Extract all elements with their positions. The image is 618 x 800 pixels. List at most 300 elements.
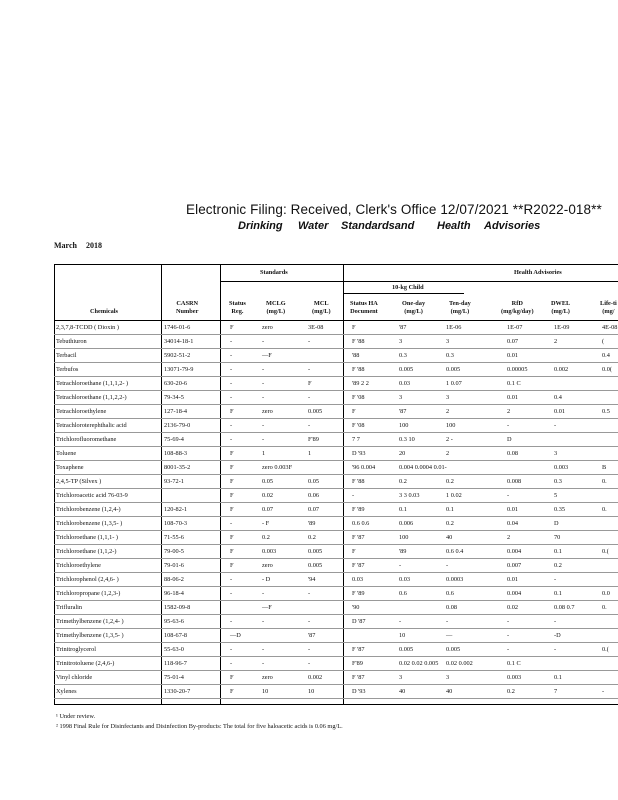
- table-cell: -: [262, 422, 265, 429]
- table-cell: '94: [308, 576, 316, 583]
- table-cell: - F: [262, 520, 270, 527]
- casrn-header: CASRN Number: [176, 300, 199, 315]
- table-cell: 0.3: [399, 352, 407, 359]
- table-cell: -: [230, 646, 233, 653]
- table-cell: -: [507, 422, 510, 429]
- row-separator: [54, 628, 618, 629]
- table-cell: -: [262, 590, 265, 597]
- row-separator: [54, 600, 618, 601]
- table-cell: 0.08 0.7: [554, 604, 575, 611]
- table-cell: 3: [554, 450, 558, 457]
- table-cell: F'89: [308, 436, 319, 443]
- table-cell: 0.1: [554, 674, 562, 681]
- table-cell: 40: [446, 688, 453, 695]
- rfd-header: RfD (mg/kg/day): [501, 300, 534, 315]
- table-cell: '87: [399, 408, 407, 415]
- table-cell: -: [308, 394, 311, 401]
- table-cell: 0.03: [352, 576, 364, 583]
- table-cell: 0.007: [507, 562, 522, 569]
- chemical-name-cell: Tetrachloroethane (1,1,1,2- ): [56, 380, 129, 387]
- table-cell: zero 0.003F: [262, 464, 293, 471]
- table-cell: 79-01-6: [164, 562, 184, 569]
- row-separator: [54, 544, 618, 545]
- table-cell: 0.01: [507, 394, 519, 401]
- table-cell: F: [230, 674, 234, 681]
- table-cell: 108-70-3: [164, 520, 188, 527]
- health-advisories-header: Health Advisories: [514, 269, 562, 276]
- table-cell: '89: [308, 520, 316, 527]
- ten-day-header: Ten-day (mg/L): [449, 300, 471, 315]
- table-cell: D: [507, 436, 512, 443]
- table-cell: —F: [262, 604, 272, 611]
- table-cell: 0.03: [399, 380, 411, 387]
- table-cell: F: [230, 408, 234, 415]
- row-separator: [54, 502, 618, 503]
- table-cell: -: [399, 562, 402, 569]
- table-cell: 0.005: [399, 646, 414, 653]
- table-cell: 0.3: [446, 352, 454, 359]
- table-cell: 0.08: [446, 604, 458, 611]
- table-cell: -: [230, 338, 233, 345]
- table-cell: 0.005: [446, 366, 461, 373]
- table-cell: 1: [308, 450, 312, 457]
- mcl-header: MCL (mg/L): [312, 300, 331, 315]
- table-cell: zero: [262, 324, 273, 331]
- table-cell: 40: [399, 688, 406, 695]
- table-cell: (: [602, 338, 605, 345]
- lifetime-header: Life-ti (mg/: [600, 300, 617, 315]
- table-cell: -: [308, 590, 311, 597]
- table-cell: 0.6 0.6: [352, 520, 370, 527]
- table-cell: 0.2: [507, 688, 515, 695]
- table-cell: F: [230, 478, 234, 485]
- table-cell: 0.002: [554, 366, 569, 373]
- one-day-header: One-day (mg/L): [402, 300, 426, 315]
- table-cell: 2: [446, 450, 450, 457]
- table-cell: F: [230, 450, 234, 457]
- table-cell: 127-18-4: [164, 408, 188, 415]
- chemical-name-cell: Tetrachloroterephthalic acid: [56, 422, 127, 429]
- table-cell: 630-20-6: [164, 380, 188, 387]
- table-cell: F: [352, 548, 356, 555]
- chemical-name-cell: Tetrachloroethane (1,1,2,2-): [56, 394, 127, 401]
- row-separator: [54, 488, 618, 489]
- table-cell: '90: [352, 604, 360, 611]
- table-cell: -: [230, 590, 233, 597]
- table-cell: 0.00005: [507, 366, 528, 373]
- table-cell: -D: [554, 632, 561, 639]
- date-year: 2018: [86, 241, 102, 250]
- table-cell: F: [352, 408, 356, 415]
- row-separator: [54, 586, 618, 587]
- row-separator: [54, 530, 618, 531]
- table-cell: 0.01: [507, 506, 519, 513]
- table-cell: 1: [262, 450, 266, 457]
- table-cell: 0.004: [507, 548, 522, 555]
- table-cell: 71-55-6: [164, 534, 184, 541]
- table-cell: 96-18-4: [164, 590, 184, 597]
- table-cell: 2 -: [446, 436, 453, 443]
- table-cell: - D: [262, 576, 271, 583]
- table-cell: 0.(: [602, 548, 609, 555]
- table-cell: F: [230, 506, 234, 513]
- row-separator: [54, 558, 618, 559]
- table-cell: 0.2: [399, 478, 407, 485]
- table-cell: 0.5: [602, 408, 610, 415]
- title-word-advisories: Advisories: [484, 220, 541, 232]
- table-cell: -: [308, 366, 311, 373]
- table-cell: F: [230, 548, 234, 555]
- table-cell: 3 3 0.03: [399, 492, 420, 499]
- table-cell: 0.35: [554, 506, 566, 513]
- table-cell: 1746-01-6: [164, 324, 191, 331]
- table-cell: 5902-51-2: [164, 352, 191, 359]
- table-cell: 0.: [602, 506, 607, 513]
- chemical-name-cell: 2,4,5-TP (Silvex ): [56, 478, 102, 485]
- chemical-name-cell: Trinitrotoluene (2,4,6-): [56, 660, 115, 667]
- table-cell: 0.01: [507, 352, 519, 359]
- chemical-name-cell: Trichloropropane (1,2,3-): [56, 590, 121, 597]
- row-separator: [54, 670, 618, 671]
- table-cell: 4E-08: [602, 324, 618, 331]
- chemical-name-cell: Trichloroethylene: [56, 562, 101, 569]
- table-cell: zero: [262, 408, 273, 415]
- table-cell: F '08: [352, 422, 365, 429]
- table-cell: 0.008: [507, 478, 522, 485]
- table-cell: 34014-18-1: [164, 338, 194, 345]
- table-cell: 1E-06: [446, 324, 462, 331]
- title-word-drinking: Drinking: [238, 220, 283, 232]
- table-cell: 10: [262, 688, 269, 695]
- table-cell: 7 7: [352, 436, 360, 443]
- chemicals-header: Chemicals: [90, 308, 118, 315]
- table-cell: 3: [446, 394, 450, 401]
- table-cell: F: [230, 492, 234, 499]
- table-cell: -: [554, 618, 557, 625]
- footnote-1: ¹ Under review.: [56, 713, 96, 720]
- chemical-name-cell: Trichlorophenol (2,4,6- ): [56, 576, 119, 583]
- mclg-header: MCLG (mg/L): [266, 300, 286, 315]
- table-cell: F '87: [352, 674, 365, 681]
- table-cell: F: [230, 688, 234, 695]
- row-separator: [54, 642, 618, 643]
- table-cell: 55-63-0: [164, 646, 184, 653]
- row-separator: [54, 390, 618, 391]
- table-cell: 0.05: [262, 478, 274, 485]
- table-cell: zero: [262, 674, 273, 681]
- table-cell: -: [262, 660, 265, 667]
- table-cell: D: [554, 520, 559, 527]
- table-cell: F'89: [352, 660, 363, 667]
- row-separator: [54, 432, 618, 433]
- table-cell: 0.1: [399, 506, 407, 513]
- row-separator: [54, 656, 618, 657]
- table-cell: 0.2: [554, 562, 562, 569]
- table-cell: 0.003: [262, 548, 277, 555]
- table-cell: -: [308, 660, 311, 667]
- table-cell: 100: [399, 422, 409, 429]
- table-cell: -: [262, 338, 265, 345]
- table-cell: -: [230, 366, 233, 373]
- table-cell: '89: [399, 548, 407, 555]
- table-cell: -: [446, 562, 449, 569]
- table-cell: F: [230, 562, 234, 569]
- table-cell: -: [399, 618, 402, 625]
- table-cell: -: [230, 436, 233, 443]
- clerk-filing-stamp: Electronic Filing: Received, Clerk's Office 12/07/2021 **R2022-018**: [186, 202, 602, 217]
- chemical-name-cell: Trichloroacetic acid 76-03-9: [56, 492, 128, 499]
- table-cell: -: [352, 492, 355, 499]
- chemical-name-cell: Trichloroethane (1,1,2-): [56, 548, 117, 555]
- table-cell: 2136-79-0: [164, 422, 191, 429]
- table-cell: 120-82-1: [164, 506, 188, 513]
- table-cell: 100: [446, 422, 456, 429]
- table-cell: 70: [554, 534, 561, 541]
- table-cell: -: [507, 646, 510, 653]
- table-cell: '89 2 2: [352, 380, 369, 387]
- table-cell: -: [262, 380, 265, 387]
- table-cell: 0.003: [507, 674, 522, 681]
- row-separator: [54, 404, 618, 405]
- table-cell: -: [308, 338, 311, 345]
- table-cell: F '89: [352, 506, 365, 513]
- table-cell: F '88: [352, 338, 365, 345]
- table-cell: 3: [446, 674, 450, 681]
- table-cell: 0.0(: [602, 366, 612, 373]
- table-cell: 10: [399, 632, 406, 639]
- table-cell: 0.01: [554, 408, 566, 415]
- table-cell: -: [308, 646, 311, 653]
- table-cell: 0.6 0.4: [446, 548, 464, 555]
- table-cell: 3: [399, 338, 403, 345]
- table-cell: 0.07: [262, 506, 274, 513]
- table-cell: 93-72-1: [164, 478, 184, 485]
- chemical-name-cell: Trinitroglycerol: [56, 646, 96, 653]
- table-cell: -: [230, 352, 233, 359]
- table-cell: F '87: [352, 646, 365, 653]
- table-cell: -: [230, 422, 233, 429]
- table-cell: 0.6: [446, 590, 454, 597]
- table-cell: -: [230, 520, 233, 527]
- table-cell: 3: [399, 394, 403, 401]
- table-cell: 88-06-2: [164, 576, 184, 583]
- title-word-health: Health: [437, 220, 471, 232]
- row-separator: [54, 698, 618, 699]
- table-cell: 79-34-5: [164, 394, 184, 401]
- table-cell: 0.02 0.002: [446, 660, 473, 667]
- table-cell: 118-96-7: [164, 660, 187, 667]
- table-cell: -: [554, 646, 557, 653]
- table-cell: F '88: [352, 478, 365, 485]
- table-cell: 2: [507, 534, 511, 541]
- table-cell: 0.08: [507, 450, 519, 457]
- row-separator: [54, 516, 618, 517]
- table-cell: 0.004 0.0004 0.01-: [399, 464, 447, 471]
- table-cell: 13071-79-9: [164, 366, 194, 373]
- table-cell: 20: [399, 450, 406, 457]
- table-cell: 0.2: [446, 520, 454, 527]
- table-cell: -: [602, 688, 605, 695]
- table-cell: 0.0: [602, 590, 610, 597]
- table-cell: 0.2: [446, 478, 454, 485]
- table-cell: 0.07: [507, 338, 519, 345]
- chemical-name-cell: Tebuthiuron: [56, 338, 87, 345]
- table-cell: 2: [446, 408, 450, 415]
- status-reg-header: Status Reg.: [229, 300, 246, 315]
- table-cell: -: [262, 618, 265, 625]
- table-cell: 75-01-4: [164, 674, 184, 681]
- table-cell: F: [230, 464, 234, 471]
- table-cell: 0.1: [554, 548, 562, 555]
- table-cell: -: [230, 380, 233, 387]
- chemical-name-cell: Vinyl chloride: [56, 674, 93, 681]
- chemical-name-cell: Trichloroethane (1,1,1- ): [56, 534, 119, 541]
- table-cell: 0.3: [554, 478, 562, 485]
- table-cell: 108-67-8: [164, 632, 188, 639]
- chemical-name-cell: Trichlorofluoromethane: [56, 436, 117, 443]
- table-cell: D '93: [352, 688, 366, 695]
- table-cell: -: [308, 422, 311, 429]
- status-ha-header: Status HA Document: [350, 300, 378, 315]
- table-cell: 0.002: [308, 674, 323, 681]
- chemical-name-cell: Trifluralin: [56, 604, 83, 611]
- table-cell: 0.005: [308, 408, 323, 415]
- table-cell: 0.02: [262, 492, 274, 499]
- table-cell: 0.005: [446, 646, 461, 653]
- title-word-water: Water: [298, 220, 329, 232]
- table-cell: '87: [308, 632, 316, 639]
- table-cell: 3: [446, 338, 450, 345]
- table-cell: —D: [230, 632, 241, 639]
- date-month: March: [54, 241, 77, 250]
- table-cell: -: [230, 660, 233, 667]
- table-cell: 75-69-4: [164, 436, 184, 443]
- table-cell: 1E-07: [507, 324, 523, 331]
- child-header: 10-kg Child: [392, 284, 424, 291]
- table-cell: 0.005: [308, 562, 323, 569]
- table-cell: 0.0003: [446, 576, 464, 583]
- table-cell: -: [308, 618, 311, 625]
- table-cell: 1582-09-8: [164, 604, 191, 611]
- chemical-name-cell: Trimethylbenzene (1,3,5- ): [56, 632, 124, 639]
- table-cell: F '87: [352, 562, 365, 569]
- table-cell: 0.4: [602, 352, 610, 359]
- table-cell: 0.03: [399, 576, 411, 583]
- table-cell: 0.01: [507, 576, 519, 583]
- table-cell: 0.06: [308, 492, 320, 499]
- table-cell: 95-63-6: [164, 618, 184, 625]
- table-cell: F '87: [352, 534, 365, 541]
- table-cell: 1E-09: [554, 324, 570, 331]
- table-cell: B: [602, 464, 607, 471]
- table-cell: 0.: [602, 478, 607, 485]
- table-cell: 0.1 C: [507, 380, 521, 387]
- table-cell: -: [262, 366, 265, 373]
- row-separator: [54, 334, 618, 335]
- row-separator: [54, 418, 618, 419]
- table-cell: 1 0.07: [446, 380, 462, 387]
- table-cell: 0.2: [262, 534, 270, 541]
- table-cell: 0.04: [507, 520, 519, 527]
- table-cell: F '89: [352, 590, 365, 597]
- table-cell: 100: [399, 534, 409, 541]
- row-separator: [54, 460, 618, 461]
- table-cell: 40: [446, 534, 453, 541]
- row-separator: [54, 572, 618, 573]
- table-cell: 0.2: [308, 534, 316, 541]
- table-cell: 0.005: [399, 366, 414, 373]
- table-cell: 0.1: [446, 506, 454, 513]
- table-cell: 1 0.02: [446, 492, 462, 499]
- table-cell: F: [308, 380, 312, 387]
- footnote-2: ² 1998 Final Rule for Disinfectants and Disinfection By-products: The total for five haloacetic acids is 0.06 mg/L.: [56, 723, 343, 730]
- table-cell: 2: [554, 338, 558, 345]
- table-cell: -: [554, 576, 557, 583]
- row-separator: [54, 348, 618, 349]
- table-cell: F '08: [352, 394, 365, 401]
- table-cell: 0.003: [554, 464, 569, 471]
- chemical-name-cell: Terbacil: [56, 352, 77, 359]
- title-word-standards: Standardsand: [341, 220, 415, 232]
- table-cell: zero: [262, 562, 273, 569]
- table-cell: 0.006: [399, 520, 414, 527]
- table-cell: -: [446, 618, 449, 625]
- table-cell: 108-88-3: [164, 450, 188, 457]
- table-cell: 10: [308, 688, 315, 695]
- table-cell: -: [507, 632, 510, 639]
- standards-advisories-table: [54, 264, 618, 704]
- table-cell: —F: [262, 352, 272, 359]
- table-cell: 8001-35-2: [164, 464, 191, 471]
- table-cell: -: [507, 492, 510, 499]
- table-cell: 0.05: [308, 478, 320, 485]
- table-cell: 0.6: [399, 590, 407, 597]
- table-cell: -: [230, 618, 233, 625]
- table-cell: 0.1 C: [507, 660, 521, 667]
- table-cell: F: [230, 534, 234, 541]
- table-cell: F '88: [352, 366, 365, 373]
- table-cell: D '87: [352, 618, 366, 625]
- table-cell: '87: [399, 324, 407, 331]
- table-cell: 79-00-5: [164, 548, 184, 555]
- chemical-name-cell: Xylenes: [56, 688, 77, 695]
- table-cell: 0.07: [308, 506, 320, 513]
- table-cell: -: [554, 422, 557, 429]
- table-cell: F: [352, 324, 356, 331]
- chemical-name-cell: Toxaphene: [56, 464, 84, 471]
- chemical-name-cell: Toluene: [56, 450, 77, 457]
- row-separator: [54, 376, 618, 377]
- table-cell: '88: [352, 352, 360, 359]
- table-cell: 0.4: [554, 394, 562, 401]
- table-cell: 0.02: [507, 604, 519, 611]
- row-separator: [54, 684, 618, 685]
- table-cell: 5: [554, 492, 558, 499]
- table-cell: 7: [554, 688, 558, 695]
- dwel-header: DWEL (mg/L): [551, 300, 571, 315]
- table-cell: -: [230, 394, 233, 401]
- chemical-name-cell: 2,3,7,8-TCDD ( Dioxin ): [56, 324, 119, 331]
- table-cell: 0.: [602, 604, 607, 611]
- table-cell: 2: [507, 408, 511, 415]
- table-cell: -: [230, 576, 233, 583]
- chemical-name-cell: Trichlorobenzene (1,2,4-): [56, 506, 121, 513]
- chemical-name-cell: Trimethylbenzene (1,2,4- ): [56, 618, 124, 625]
- table-cell: 0.004: [507, 590, 522, 597]
- table-cell: 3: [399, 674, 403, 681]
- table-cell: F: [230, 324, 234, 331]
- standards-header: Standards: [260, 269, 288, 276]
